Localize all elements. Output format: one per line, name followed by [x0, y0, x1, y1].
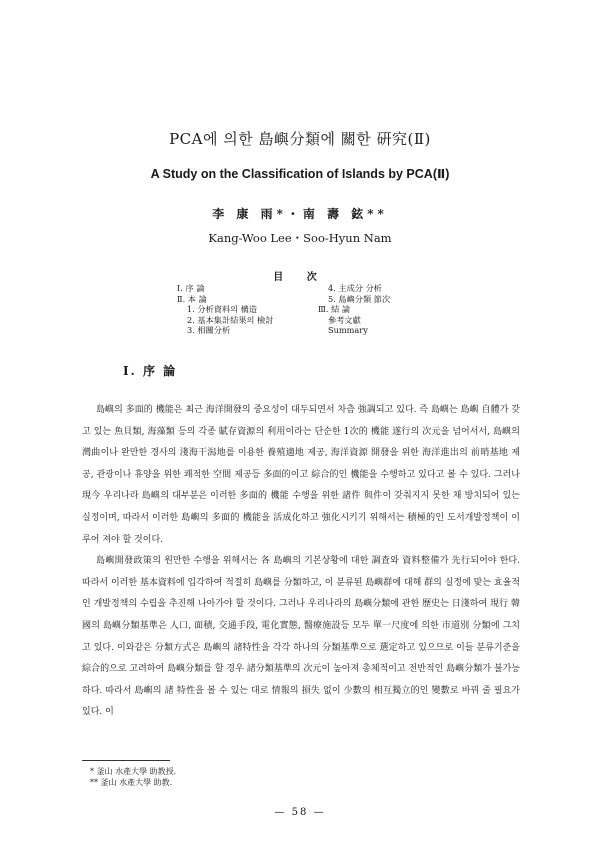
paragraph: 島嶼開發政策의 원만한 수행을 위해서는 各 島嶼의 기본상황에 대한 調査와 資料整備가 先行되어야 한다. 따라서 이러한 基本資料에 입각하여 적절히 島嶼를 分類하고, 이 분류된 島嶼群에 대해 群의 실정에 맞는 효율적인 개발정책의 수립을 추진해 나아가야 할 것이다. 그러나 우리나라의 島嶼分類에 관한 歷史는 日淺하여 現行 韓國의 島嶼分類基準은 人口, 面積, 交通手段, 電化實態, 醫療施設등 모두 單一尺度에 의한 市道別 分類에 그치고 있다. 이와같은 分類方式은 島嶼의 諸特性을 각각 하나의 分類基準으로 選定하고 있으므로 이들 분류기준을 綜合的으로 고려하여 島嶼分類를 할 경우 諸分類基準의 次元이 높아져 총체적이고 전반적인 島嶼分類가 불가능 하다. 따라서 島嶼의 諸 特性을 볼 수 있는 대로 情報의 損失 없이 少數의 相互獨立的인 變數로 바꿔 줄 필요가 있다. 이 — [82, 556, 520, 718]
toc-item: 參考文獻 — [328, 314, 361, 325]
footnote-divider — [82, 760, 170, 761]
toc-heading: 目 次 — [273, 272, 327, 283]
footnotes — [90, 766, 176, 788]
paper-title-korean: PCA에 의한 島嶼分類에 關한 硏究(Ⅱ) — [169, 130, 431, 148]
toc-item: Summary — [328, 325, 368, 336]
page-number: — 58 — — [274, 807, 326, 818]
paragraph: 島嶼의 多面的 機能은 최근 海洋開發의 중요성이 대두되면서 차츰 強調되고 있다. 즉 島嶼는 島嶼 自體가 갖고 있는 魚貝類, 海藻類 등의 각종 賦存資源의 利用이라는 단순한 1次的 機能 遂行의 次元을 넘어서서, 島嶼의 灣曲이나 완만한 경사의 淺海干潟地를 이용한 養殖適地 제공, 海洋資源 開發을 위한 海洋進出의 前哨基地 제공, 관광이나 휴양을 위한 쾌적한 空間 제공등 多面的이고 綜合的인 機能을 수행하고 있다고 볼 수 있다. 그러나 現今 우리나라 島嶼의 대부분은 이러한 多面的 機能 수행을 위한 諸件 與件이 갖춰지지 못한 채 방치되어 있는 실정이며, 따라서 이러한 島嶼의 多面的 機能을 活成化하고 強化시키기 위해서는 積極的인 도서개발정책이 이루어 져야 할 것이다. — [82, 405, 520, 545]
toc-left-column — [177, 283, 273, 336]
toc-item: 2. 基本集計結果의 檢討 — [187, 314, 274, 325]
authors-korean: 李 康 雨*・南 壽 鉉** — [212, 207, 388, 221]
body-text — [82, 400, 520, 724]
toc-right-column — [318, 283, 390, 336]
toc-item: Ⅱ. 本 論 — [177, 293, 207, 304]
toc-item: 3. 相關分析 — [187, 325, 231, 336]
toc-item: 5. 島嶼分類 節次 — [328, 293, 391, 304]
toc-item: 1. 分析資料의 構造 — [187, 304, 258, 315]
footnote: * 釜山 水產大學 助教授. — [90, 767, 177, 776]
toc-item: Ⅰ. 序 論 — [177, 283, 205, 293]
section-heading-introduction: Ⅰ. 序 論 — [123, 364, 178, 378]
toc-item: 4. 主成分 分析 — [328, 283, 382, 293]
footnote: ** 釜山 水產大學 助教. — [90, 778, 173, 787]
toc-item: Ⅲ. 結 論 — [318, 304, 351, 315]
paper-title-english: A Study on the Classification of Islands by PCA(Ⅱ) — [150, 167, 450, 181]
authors-english: Kang-Woo Lee・Soo-Hyun Nam — [208, 231, 392, 245]
